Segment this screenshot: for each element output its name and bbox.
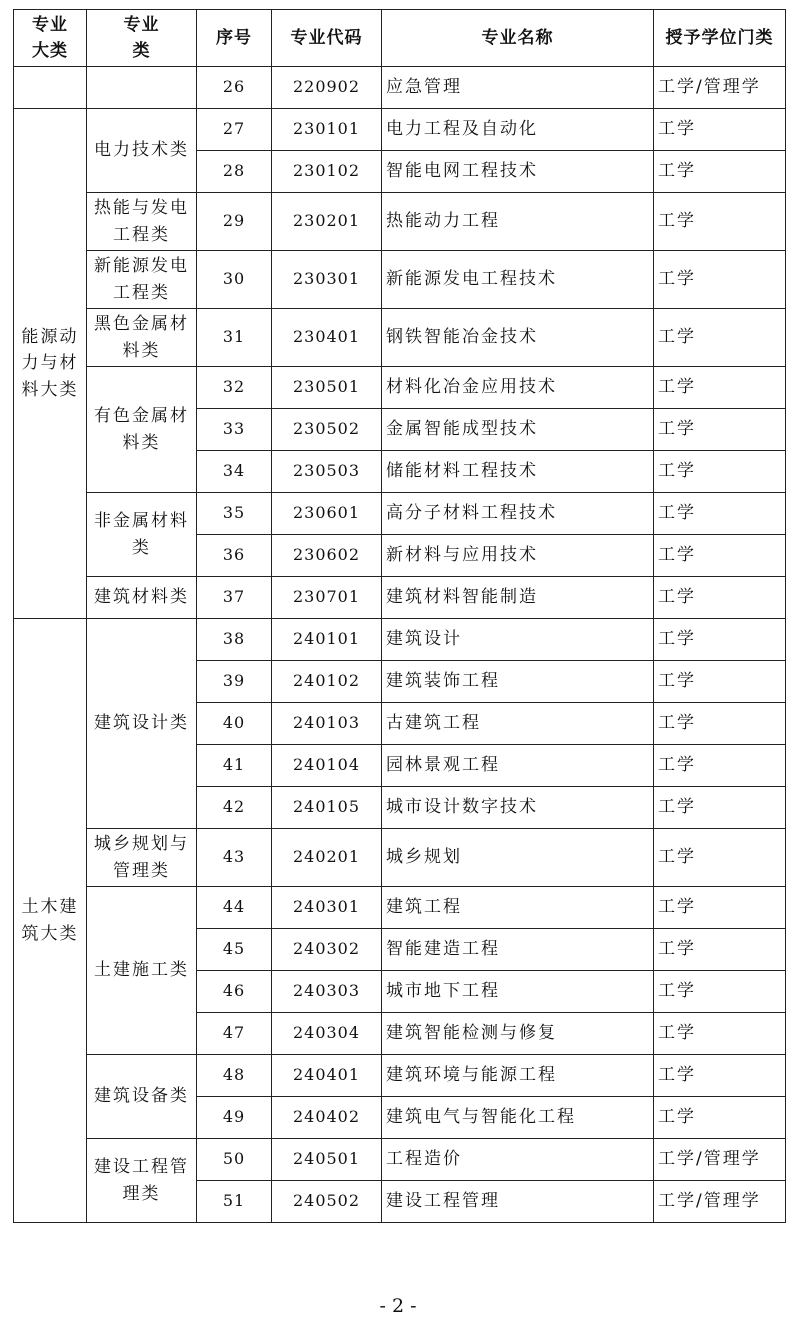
row-name: 钢铁智能冶金技术 — [382, 309, 654, 367]
row-code: 230501 — [272, 367, 382, 409]
table-row — [14, 619, 786, 661]
row-code: 240302 — [272, 929, 382, 971]
row-name: 热能动力工程 — [382, 193, 654, 251]
empty-cell — [87, 67, 197, 109]
row-code: 220902 — [272, 67, 382, 109]
row-name: 智能建造工程 — [382, 929, 654, 971]
major-class-cell: 城乡规划与管理类 — [87, 829, 197, 887]
row-degree: 工学 — [654, 409, 786, 451]
major-class-cell: 土建施工类 — [87, 887, 197, 1055]
major-class-cell: 新能源发电工程类 — [87, 251, 197, 309]
table-header-row — [14, 10, 786, 67]
row-degree: 工学 — [654, 493, 786, 535]
table-row — [14, 1139, 786, 1181]
row-seq: 51 — [197, 1181, 272, 1223]
row-code: 230401 — [272, 309, 382, 367]
row-seq: 35 — [197, 493, 272, 535]
major-class-cell: 电力技术类 — [87, 109, 197, 193]
table-row — [14, 309, 786, 367]
row-name: 储能材料工程技术 — [382, 451, 654, 493]
row-code: 240501 — [272, 1139, 382, 1181]
header-seq: 序号 — [197, 10, 272, 67]
row-degree: 工学 — [654, 787, 786, 829]
row-seq: 38 — [197, 619, 272, 661]
row-seq: 36 — [197, 535, 272, 577]
major-class-cell: 黑色金属材料类 — [87, 309, 197, 367]
row-seq: 44 — [197, 887, 272, 929]
row-code: 230201 — [272, 193, 382, 251]
table-row — [14, 367, 786, 409]
row-degree: 工学 — [654, 151, 786, 193]
major-class-cell: 建筑设备类 — [87, 1055, 197, 1139]
header-degree: 授予学位门类 — [654, 10, 786, 67]
table-row — [14, 109, 786, 151]
table-row — [14, 577, 786, 619]
page-number: - 2 - — [379, 1295, 417, 1317]
header-name: 专业名称 — [382, 10, 654, 67]
row-seq: 48 — [197, 1055, 272, 1097]
row-name: 建筑设计 — [382, 619, 654, 661]
table-row — [14, 887, 786, 929]
row-code: 230301 — [272, 251, 382, 309]
row-seq: 49 — [197, 1097, 272, 1139]
row-degree: 工学 — [654, 309, 786, 367]
row-code: 230503 — [272, 451, 382, 493]
row-code: 240104 — [272, 745, 382, 787]
row-degree: 工学/管理学 — [654, 67, 786, 109]
row-name: 建筑电气与智能化工程 — [382, 1097, 654, 1139]
major-class-cell: 热能与发电工程类 — [87, 193, 197, 251]
row-code: 240201 — [272, 829, 382, 887]
row-name: 新能源发电工程技术 — [382, 251, 654, 309]
major-class-cell: 非金属材料类 — [87, 493, 197, 577]
major-table — [13, 9, 786, 1223]
header-major-class: 专业 类 — [87, 10, 197, 67]
row-degree: 工学 — [654, 745, 786, 787]
row-name: 电力工程及自动化 — [382, 109, 654, 151]
row-degree: 工学 — [654, 887, 786, 929]
row-code: 240103 — [272, 703, 382, 745]
row-name: 建筑工程 — [382, 887, 654, 929]
row-degree: 工学 — [654, 619, 786, 661]
row-name: 园林景观工程 — [382, 745, 654, 787]
row-name: 建筑材料智能制造 — [382, 577, 654, 619]
row-seq: 33 — [197, 409, 272, 451]
row-code: 230601 — [272, 493, 382, 535]
row-degree: 工学 — [654, 929, 786, 971]
major-class-cell: 建设工程管理类 — [87, 1139, 197, 1223]
row-degree: 工学 — [654, 535, 786, 577]
row-seq: 32 — [197, 367, 272, 409]
major-class-cell: 建筑材料类 — [87, 577, 197, 619]
row-seq: 46 — [197, 971, 272, 1013]
row-seq: 50 — [197, 1139, 272, 1181]
row-code: 230701 — [272, 577, 382, 619]
row-degree: 工学 — [654, 1013, 786, 1055]
row-code: 240304 — [272, 1013, 382, 1055]
table-row — [14, 193, 786, 251]
header-code: 专业代码 — [272, 10, 382, 67]
major-class-cell: 建筑设计类 — [87, 619, 197, 829]
row-name: 金属智能成型技术 — [382, 409, 654, 451]
row-name: 建筑装饰工程 — [382, 661, 654, 703]
row-name: 应急管理 — [382, 67, 654, 109]
row-name: 高分子材料工程技术 — [382, 493, 654, 535]
row-seq: 45 — [197, 929, 272, 971]
row-code: 240102 — [272, 661, 382, 703]
row-name: 城乡规划 — [382, 829, 654, 887]
row-seq: 39 — [197, 661, 272, 703]
row-code: 240401 — [272, 1055, 382, 1097]
row-code: 230102 — [272, 151, 382, 193]
row-seq: 28 — [197, 151, 272, 193]
row-degree: 工学 — [654, 451, 786, 493]
row-name: 工程造价 — [382, 1139, 654, 1181]
row-degree: 工学 — [654, 367, 786, 409]
row-degree: 工学/管理学 — [654, 1181, 786, 1223]
row-name: 城市地下工程 — [382, 971, 654, 1013]
major-group-cell: 土木建筑大类 — [14, 619, 87, 1223]
table-row — [14, 251, 786, 309]
row-seq: 27 — [197, 109, 272, 151]
row-seq: 42 — [197, 787, 272, 829]
row-code: 230602 — [272, 535, 382, 577]
header-major-group: 专业 大类 — [14, 10, 87, 67]
row-seq: 41 — [197, 745, 272, 787]
table-row — [14, 493, 786, 535]
row-seq: 31 — [197, 309, 272, 367]
empty-cell — [14, 67, 87, 109]
row-code: 240101 — [272, 619, 382, 661]
row-name: 新材料与应用技术 — [382, 535, 654, 577]
row-code: 240301 — [272, 887, 382, 929]
row-name: 智能电网工程技术 — [382, 151, 654, 193]
row-name: 建筑环境与能源工程 — [382, 1055, 654, 1097]
row-degree: 工学 — [654, 251, 786, 309]
row-seq: 37 — [197, 577, 272, 619]
row-name: 城市设计数字技术 — [382, 787, 654, 829]
row-name: 材料化冶金应用技术 — [382, 367, 654, 409]
row-seq: 47 — [197, 1013, 272, 1055]
row-seq: 29 — [197, 193, 272, 251]
row-code: 240105 — [272, 787, 382, 829]
row-degree: 工学 — [654, 109, 786, 151]
row-seq: 43 — [197, 829, 272, 887]
row-code: 240303 — [272, 971, 382, 1013]
row-code: 230502 — [272, 409, 382, 451]
row-code: 240502 — [272, 1181, 382, 1223]
major-group-cell: 能源动力与材料大类 — [14, 109, 87, 619]
row-degree: 工学 — [654, 1097, 786, 1139]
row-code: 230101 — [272, 109, 382, 151]
row-degree: 工学/管理学 — [654, 1139, 786, 1181]
row-name: 建设工程管理 — [382, 1181, 654, 1223]
table-row — [14, 67, 786, 109]
major-class-cell: 有色金属材料类 — [87, 367, 197, 493]
table-row — [14, 829, 786, 887]
row-degree: 工学 — [654, 829, 786, 887]
table-row — [14, 1055, 786, 1097]
row-seq: 30 — [197, 251, 272, 309]
row-degree: 工学 — [654, 971, 786, 1013]
row-degree: 工学 — [654, 661, 786, 703]
row-seq: 26 — [197, 67, 272, 109]
row-seq: 40 — [197, 703, 272, 745]
row-degree: 工学 — [654, 193, 786, 251]
row-degree: 工学 — [654, 1055, 786, 1097]
row-degree: 工学 — [654, 703, 786, 745]
row-degree: 工学 — [654, 577, 786, 619]
row-seq: 34 — [197, 451, 272, 493]
row-name: 古建筑工程 — [382, 703, 654, 745]
row-name: 建筑智能检测与修复 — [382, 1013, 654, 1055]
row-code: 240402 — [272, 1097, 382, 1139]
